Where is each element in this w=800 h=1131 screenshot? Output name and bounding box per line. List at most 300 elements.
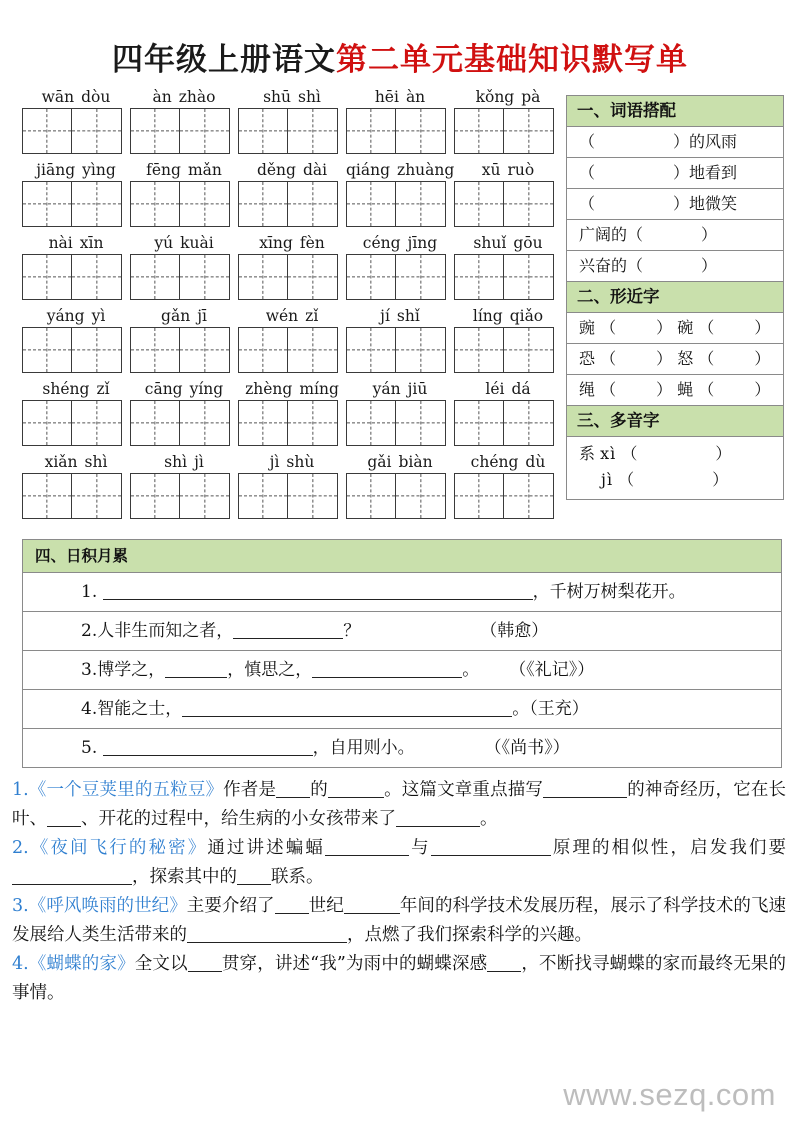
collocation-row[interactable] [567,220,783,251]
collocation-after: ） [701,225,718,244]
pinyin-word [346,87,454,107]
writing-cell[interactable] [504,473,554,519]
book-title: 《夜间飞行的秘密》 [28,838,208,858]
pinyin-word [130,306,238,326]
page-title [0,0,800,79]
pinyin-word [238,452,346,472]
writing-cell[interactable] [22,254,72,300]
pinyin-syllable: jiū [407,380,428,398]
writing-grid-line [22,400,562,446]
pinyin-word [238,379,346,399]
answer-blank[interactable] [187,927,347,943]
pinyin-word [238,233,346,253]
writing-grid-pair[interactable] [22,108,130,154]
pinyin-syllable: xīn [79,234,104,252]
answer-blank[interactable] [487,956,521,972]
paragraph-text: ，不断找寻蝴蝶的家而最终无果的事情。 [12,954,787,1003]
writing-grid-pair[interactable] [22,327,130,373]
pinyin-word [130,452,238,472]
pinyin-syllable: jī [197,307,207,325]
writing-grid-pair[interactable] [346,400,454,446]
paragraph-item[interactable] [12,892,786,950]
writing-grid-pair[interactable] [346,108,454,154]
collocation-before: 广阔的（ [579,225,644,244]
item-source: （韩愈） [480,621,549,641]
pinyin-word [238,160,346,180]
pinyin-syllable: céng [362,234,401,252]
writing-cell[interactable] [396,400,446,446]
writing-grid-pair[interactable] [22,254,130,300]
pinyin-word [346,233,454,253]
pinyin-word [22,87,130,107]
item-text-after: 。 [462,660,480,680]
writing-grid-pair[interactable] [130,400,238,446]
writing-cell[interactable] [22,327,72,373]
pinyin-syllable: dá [511,380,531,398]
writing-cell[interactable] [180,108,230,154]
dictation-row [22,87,562,154]
pinyin-syllable: yán [372,380,401,398]
writing-cell[interactable] [396,108,446,154]
paragraph-text: 作者是 [223,780,277,800]
writing-cell[interactable] [238,327,288,373]
pinyin-syllable: dù [525,453,546,471]
writing-cell[interactable] [22,400,72,446]
side-sections [566,95,784,500]
writing-cell[interactable] [288,473,338,519]
pinyin-word [346,306,454,326]
paragraph-number: 1. [12,780,29,800]
pinyin-word [130,379,238,399]
polyphone-pinyin: jì [601,470,614,489]
writing-cell[interactable] [454,254,504,300]
answer-blank[interactable] [188,956,222,972]
writing-cell[interactable] [504,327,554,373]
writing-grid-pair[interactable] [22,473,130,519]
writing-cell[interactable] [454,327,504,373]
writing-cell[interactable] [72,327,122,373]
paragraph-text: 贯穿，讲述“我”为雨中的蝴蝶深感 [221,954,488,974]
writing-grid-pair[interactable] [454,327,562,373]
answer-blank[interactable] [103,739,313,756]
answer-blank[interactable] [396,811,480,827]
pinyin-syllable: líng [472,307,503,325]
pinyin-syllable: jì [269,453,280,471]
writing-cell[interactable] [396,473,446,519]
writing-grid-pair[interactable] [346,254,454,300]
answer-blank[interactable] [276,782,310,798]
pinyin-syllable: wén [265,307,299,325]
pinyin-syllable: xū [481,161,501,179]
item-number: 5. [81,738,98,758]
dictation-row [22,233,562,300]
writing-cell[interactable] [180,181,230,227]
pinyin-word [346,160,454,180]
bracket-open: （ [621,444,638,463]
paragraph-number: 3. [12,896,29,916]
accumulation-item[interactable] [23,651,781,690]
pinyin-word [454,379,562,399]
writing-cell[interactable] [346,400,396,446]
paragraph-text: 通过讲述蝙蝠 [207,838,325,858]
paragraph-item[interactable] [12,834,786,892]
pinyin-word [130,160,238,180]
paragraph-text: 。 [480,809,498,829]
item-text: ，千树万树梨花开。 [532,582,686,602]
pinyin-word [454,87,562,107]
item-text-before: 人非生而知之者， [97,621,234,641]
writing-grid-pair[interactable] [238,254,346,300]
answer-blank[interactable] [312,661,462,678]
writing-cell[interactable] [180,254,230,300]
paragraph-item[interactable] [12,950,786,1008]
writing-cell[interactable] [346,108,396,154]
writing-grid-pair[interactable] [22,400,130,446]
pinyin-syllable: jīng [407,234,438,252]
similar-char-row[interactable]: 恐 （ ） 怒 （ ） [567,344,783,375]
dictation-row [22,379,562,446]
writing-cell[interactable] [346,181,396,227]
writing-cell[interactable] [238,400,288,446]
pinyin-syllable: yì [91,307,106,325]
collocation-row[interactable] [567,251,783,281]
collocation-after: ）地微笑 [673,194,738,213]
writing-cell[interactable] [288,108,338,154]
writing-grid-pair[interactable] [238,327,346,373]
writing-grid-pair[interactable] [346,181,454,227]
pinyin-syllable: kuài [180,234,214,252]
writing-cell[interactable] [288,181,338,227]
section-three-header: 三、多音字 [567,406,783,437]
answer-blank[interactable] [328,782,384,798]
pinyin-word [22,452,130,472]
item-text-after: 。 [512,699,530,719]
collocation-after: ）的风雨 [673,132,738,151]
pinyin-syllable: zhuàng [397,161,455,179]
paragraph-text: 。这篇文章重点描写 [383,780,544,800]
paragraph-text: 与 [408,838,431,858]
writing-cell[interactable] [504,400,554,446]
pinyin-line [22,452,562,472]
pinyin-syllable: zhèng [245,380,293,398]
accumulation-item[interactable] [23,573,781,612]
pinyin-syllable: shuǐ [473,234,507,252]
writing-cell[interactable] [238,181,288,227]
pinyin-syllable: mǎn [187,161,222,179]
answer-blank[interactable] [543,782,627,798]
writing-cell[interactable] [454,473,504,519]
bracket-close: ） [715,444,732,463]
writing-cell[interactable] [22,108,72,154]
writing-grid-pair[interactable] [454,108,562,154]
pinyin-syllable: shù [286,453,315,471]
answer-blank[interactable] [237,869,271,885]
pinyin-syllable: ruò [507,161,535,179]
paragraph-text: 的神奇经历，它在长叶、 [12,780,787,829]
answer-blank[interactable] [165,661,227,678]
writing-cell[interactable] [22,181,72,227]
pinyin-word [22,306,130,326]
writing-grid-line [22,254,562,300]
answer-blank[interactable] [12,869,132,885]
writing-grid-pair[interactable] [454,254,562,300]
writing-cell[interactable] [180,400,230,446]
writing-grid-pair[interactable] [454,181,562,227]
pinyin-syllable: gōu [513,234,543,252]
writing-cell[interactable] [396,254,446,300]
pinyin-syllable: jí [380,307,390,325]
book-title: 《蝴蝶的家》 [28,954,135,974]
polyphone-block[interactable] [567,437,783,499]
item-text: ？ [343,621,361,641]
collocation-row[interactable] [567,127,783,158]
pinyin-syllable: shū [263,88,291,106]
item-number: 1. [81,582,98,602]
writing-cell[interactable] [504,254,554,300]
main-columns [0,79,800,525]
item-text: ，自用则小。 [312,738,415,758]
writing-grid-pair[interactable] [130,473,238,519]
pinyin-syllable: léi [485,380,505,398]
writing-grid-pair[interactable] [130,108,238,154]
writing-grid-pair[interactable] [454,473,562,519]
pinyin-syllable: jiāng [36,161,76,179]
item-number: 2. [81,621,98,641]
answer-blank[interactable] [233,622,343,639]
writing-cell[interactable] [504,108,554,154]
writing-cell[interactable] [72,473,122,519]
pinyin-word [454,160,562,180]
writing-grid-pair[interactable] [454,400,562,446]
writing-grid-pair[interactable] [130,254,238,300]
collocation-before: （ [579,132,596,151]
accumulation-item[interactable] [23,612,781,651]
writing-cell[interactable] [72,181,122,227]
writing-grid-line [22,327,562,373]
writing-cell[interactable] [72,108,122,154]
answer-blank[interactable] [431,840,551,856]
pinyin-line [22,87,562,107]
writing-grid-pair[interactable] [346,327,454,373]
pinyin-word [22,160,130,180]
accumulation-item[interactable] [23,690,781,729]
dictation-row [22,306,562,373]
pinyin-syllable: dài [302,161,328,179]
dictation-row [22,452,562,519]
pinyin-syllable: cāng [144,380,183,398]
writing-grid-pair[interactable] [238,108,346,154]
similar-char-row[interactable]: 绳 （ ） 蝇 （ ） [579,380,771,399]
similar-char-right: 蝇 [677,380,694,399]
pinyin-syllable: àn [152,88,172,106]
writing-cell[interactable] [346,327,396,373]
section-word-collocation [566,95,784,282]
collocation-before: 兴奋的（ [579,256,644,275]
similar-char-left: 豌 [579,318,596,337]
pinyin-syllable: wān [41,88,75,106]
pinyin-word [346,379,454,399]
pinyin-word [22,233,130,253]
writing-cell[interactable] [288,254,338,300]
writing-cell[interactable] [454,400,504,446]
dictation-row [22,160,562,227]
collocation-before: （ [579,163,596,182]
item-source: （《尚书》） [484,738,570,758]
paragraph-item[interactable] [12,776,786,834]
writing-cell[interactable] [346,254,396,300]
pinyin-syllable: chéng [470,453,519,471]
writing-cell[interactable] [130,108,180,154]
similar-char-left: 恐 [579,349,596,368]
writing-cell[interactable] [180,327,230,373]
writing-cell[interactable] [454,181,504,227]
similar-char-right: 碗 [677,318,694,337]
similar-char-row[interactable]: 豌 （ ） 碗 （ ） [567,313,783,344]
writing-cell[interactable] [180,473,230,519]
writing-cell[interactable] [22,473,72,519]
section-four-header: 四、日积月累 [23,540,781,573]
page-title-black: 四年级上册语文 [112,42,336,78]
accumulation-item[interactable] [23,729,781,767]
writing-cell[interactable] [288,327,338,373]
writing-cell[interactable] [504,181,554,227]
writing-grid-pair[interactable] [346,473,454,519]
pinyin-syllable: shǐ [396,307,420,325]
pinyin-syllable: zhào [178,88,216,106]
book-title: 《一个豆荚里的五粒豆》 [28,780,224,800]
writing-grid-pair[interactable] [22,181,130,227]
paragraph-text: 的 [310,780,328,800]
writing-cell[interactable] [130,473,180,519]
paragraph-text: 、开花的过程中，给生病的小女孩带来了 [81,809,396,829]
site-watermark: www.sezq.com [563,1077,776,1112]
writing-cell[interactable] [72,254,122,300]
paragraph-text: 主要介绍了 [186,896,275,916]
writing-grid-pair[interactable] [238,400,346,446]
collocation-row[interactable] [567,158,783,189]
answer-blank[interactable] [47,811,81,827]
polyphone-reading-row[interactable] [579,467,775,493]
item-text: ，慎思之， [227,660,313,680]
writing-cell[interactable] [72,400,122,446]
pinyin-syllable: pà [521,88,541,106]
collocation-before: （ [579,194,596,213]
writing-cell[interactable] [130,400,180,446]
pinyin-syllable: gǎn [161,307,191,325]
writing-grid-line [22,473,562,519]
paragraph-number: 4. [12,954,29,974]
paragraph-text: 年间的科学技术发展历程，展示了科学技术的飞速发展给人类生活带来的 [12,896,787,945]
pinyin-word [454,452,562,472]
writing-cell[interactable] [238,254,288,300]
pinyin-line [22,379,562,399]
writing-cell[interactable] [238,473,288,519]
item-source: （《礼记》） [509,660,595,680]
writing-cell[interactable] [130,327,180,373]
paragraph-text: 世纪 [308,896,344,916]
similar-char-right: 怒 [677,349,694,368]
dictation-area [22,87,562,525]
collocation-after: ） [701,256,718,275]
pinyin-syllable: xīng [259,234,293,252]
pinyin-syllable: xiǎn [44,453,78,471]
writing-grid-pair[interactable] [238,473,346,519]
item-number: 4. [81,699,98,719]
pinyin-word [346,452,454,472]
pinyin-line [22,160,562,180]
writing-cell[interactable] [130,181,180,227]
pinyin-word [22,379,130,399]
writing-cell[interactable] [238,108,288,154]
pinyin-syllable: dòu [81,88,111,106]
collocation-row[interactable] [567,189,783,220]
writing-cell[interactable] [130,254,180,300]
pinyin-syllable: nài [48,234,73,252]
answer-blank[interactable] [344,898,400,914]
pinyin-word [238,306,346,326]
writing-cell[interactable] [396,181,446,227]
pinyin-syllable: qiǎo [509,307,544,325]
polyphone-pinyin: xì [600,444,617,463]
pinyin-word [238,87,346,107]
pinyin-syllable: yú [154,234,174,252]
paragraph-text: 全文以 [134,954,188,974]
section-similar-characters [566,282,784,406]
writing-cell[interactable] [346,473,396,519]
comprehension-paragraphs [12,776,786,1008]
bracket-close: ） [712,470,729,489]
paragraph-text: 原理的相似性，启发我们要 [550,838,787,858]
writing-cell[interactable] [288,400,338,446]
polyphone-reading-row[interactable] [579,441,775,467]
pinyin-line [22,306,562,326]
book-title: 《呼风唤雨的世纪》 [28,896,187,916]
writing-grid-line [22,108,562,154]
paragraph-text: 联系。 [271,867,324,887]
item-source: （王充） [529,699,589,719]
section-polyphonic-characters [566,406,784,500]
writing-grid-pair[interactable] [130,327,238,373]
pinyin-syllable: gǎi [367,453,392,471]
pinyin-word [454,233,562,253]
writing-grid-pair[interactable] [130,181,238,227]
pinyin-syllable: yíng [189,380,224,398]
answer-blank[interactable] [325,840,409,856]
pinyin-syllable: yìng [82,161,116,179]
writing-cell[interactable] [396,327,446,373]
pinyin-syllable: zǐ [305,307,319,325]
paragraph-number: 2. [12,838,29,858]
pinyin-syllable: hēi [374,88,399,106]
pinyin-syllable: shéng [42,380,90,398]
answer-blank[interactable] [275,898,309,914]
answer-blank[interactable] [103,583,533,600]
pinyin-syllable: děng [256,161,296,179]
section-daily-accumulation [22,539,782,768]
pinyin-syllable: jì [194,453,204,471]
pinyin-syllable: míng [299,380,339,398]
pinyin-syllable: àn [405,88,426,106]
pinyin-syllable: yáng [46,307,85,325]
collocation-after: ）地看到 [673,163,738,182]
similar-char-left: 绳 [579,380,596,399]
pinyin-syllable: shì [164,453,188,471]
answer-blank[interactable] [182,700,512,717]
writing-grid-pair[interactable] [238,181,346,227]
pinyin-syllable: shì [84,453,108,471]
pinyin-word [130,87,238,107]
writing-cell[interactable] [454,108,504,154]
